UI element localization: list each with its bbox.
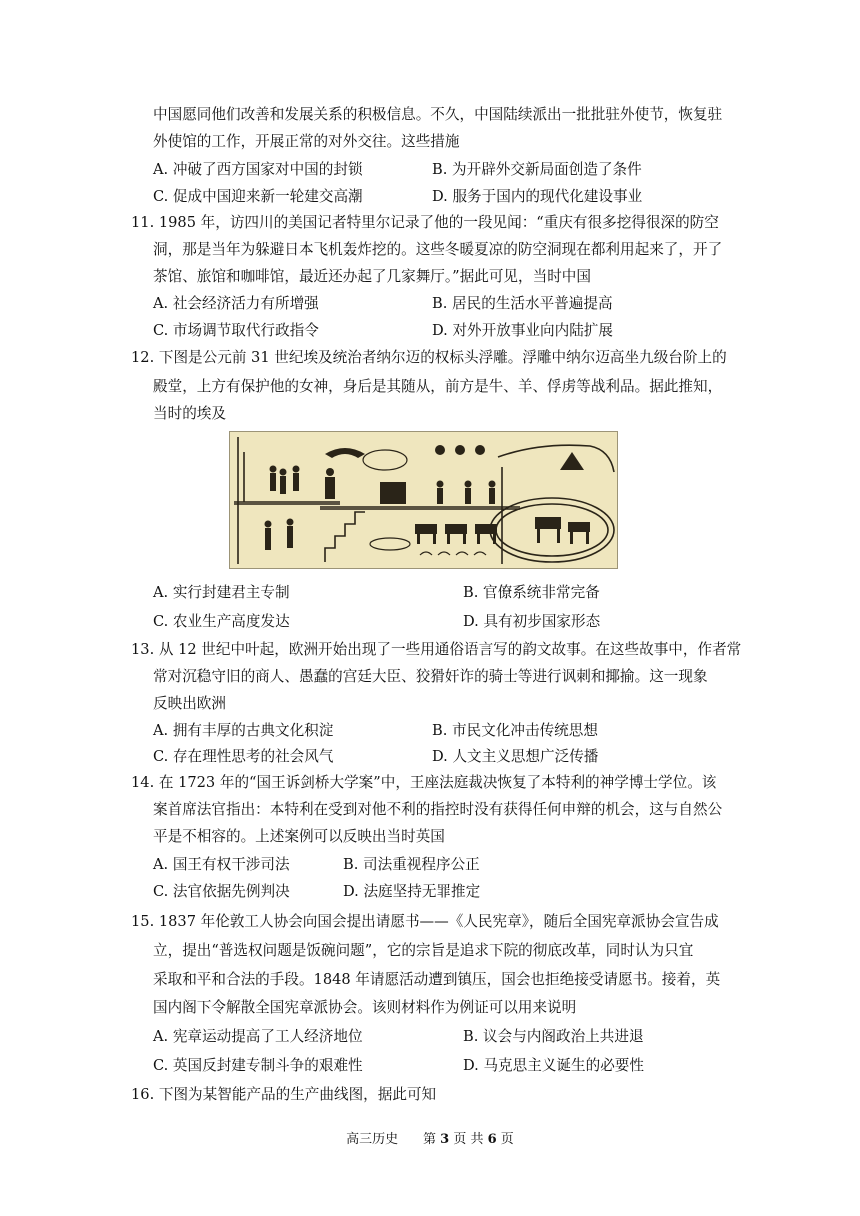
option-b: B. 司法重视程序公正 [343, 856, 480, 873]
question-11: 11. 1985 年，访四川的美国记者特里尔记录了他的一段见闻：“重庆有很多挖得很深的防空 [131, 214, 719, 231]
text-line: 案首席法官指出：本特利在受到对他不利的指控时没有获得任何申辩的机会，这与自然公 [153, 801, 723, 818]
footer-page-mid: 页 共 [453, 1132, 484, 1147]
option-d: D. 法庭坚持无罪推定 [343, 883, 481, 900]
page-footer [0, 1128, 860, 1147]
question-15: 15. 1837 年伦敦工人协会向国会提出请愿书——《人民宪章》，随后全国宪章派协会宣告成 [131, 913, 719, 930]
text-line: 采取和平和合法的手段。1848 年请愿活动遭到镇压，国会也拒绝接受请愿书。接着，英 [153, 971, 721, 988]
option-d: D. 具有初步国家形态 [463, 613, 601, 630]
question-16: 16. 下图为某智能产品的生产曲线图，据此可知 [131, 1086, 437, 1103]
option-a: A. 社会经济活力有所增强 [153, 295, 319, 312]
option-c: C. 市场调节取代行政指令 [153, 322, 319, 339]
option-c: C. 英国反封建专制斗争的艰难性 [153, 1057, 363, 1074]
option-b: B. 市民文化冲击传统思想 [432, 722, 598, 739]
option-b: B. 居民的生活水平普遍提高 [432, 295, 613, 312]
footer-subject: 高三历史 [346, 1132, 399, 1147]
narmer-macehead-relief-image [229, 431, 618, 569]
text-line: 中国愿同他们改善和发展关系的积极信息。不久，中国陆续派出一批批驻外使节，恢复驻 [153, 106, 723, 123]
footer-page-total: 6 [487, 1132, 497, 1147]
footer-page-number: 3 [440, 1132, 450, 1147]
option-b: B. 官僚系统非常完备 [463, 584, 600, 601]
question-14: 14. 在 1723 年的“国王诉剑桥大学案”中，王座法庭裁决恢复了本特利的神学博士学位。该 [131, 774, 717, 791]
option-a: A. 宪章运动提高了工人经济地位 [153, 1028, 363, 1045]
option-a: A. 冲破了西方国家对中国的封锁 [153, 161, 363, 178]
text-line: 国内阁下令解散全国宪章派协会。该则材料作为例证可以用来说明 [153, 999, 577, 1016]
text-line: 茶馆、旅馆和咖啡馆，最近还办起了几家舞厅。”据此可见，当时中国 [153, 268, 591, 285]
option-a: A. 国王有权干涉司法 [153, 856, 290, 873]
option-b: B. 为开辟外交新局面创造了条件 [432, 161, 642, 178]
option-d: D. 人文主义思想广泛传播 [432, 748, 599, 765]
text-line: 反映出欧洲 [153, 695, 226, 712]
option-c: C. 促成中国迎来新一轮建交高潮 [153, 188, 363, 205]
question-12: 12. 下图是公元前 31 世纪埃及统治者纳尔迈的权标头浮雕。浮雕中纳尔迈高坐九级台阶上的 [131, 349, 727, 366]
option-a: A. 实行封建君主专制 [153, 584, 290, 601]
option-d: D. 马克思主义诞生的必要性 [463, 1057, 644, 1074]
option-c: C. 存在理性思考的社会风气 [153, 748, 334, 765]
relief-drawing [230, 432, 617, 568]
footer-page-prefix: 第 [422, 1132, 436, 1147]
text-line: 当时的埃及 [153, 405, 226, 422]
text-line: 外使馆的工作，开展正常的对外交往。这些措施 [153, 133, 460, 150]
question-13: 13. 从 12 世纪中叶起，欧洲开始出现了一些用通俗语言写的韵文故事。在这些故事中，作者常 [131, 641, 742, 658]
text-line: 平是不相容的。上述案例可以反映出当时英国 [153, 828, 445, 845]
text-line: 殿堂，上方有保护他的女神，身后是其随从，前方是牛、羊、俘虏等战利品。据此推知， [153, 378, 723, 395]
option-c: C. 农业生产高度发达 [153, 613, 290, 630]
option-d: D. 对外开放事业向内陆扩展 [432, 322, 613, 339]
footer-page-suffix: 页 [500, 1132, 514, 1147]
option-d: D. 服务于国内的现代化建设事业 [432, 188, 643, 205]
option-a: A. 拥有丰厚的古典文化积淀 [153, 722, 334, 739]
text-line: 洞，那是当年为躲避日本飞机轰炸挖的。这些冬暖夏凉的防空洞现在都利用起来了，开了 [153, 241, 723, 258]
text-line: 常对沉稳守旧的商人、愚蠢的宫廷大臣、狡猾奸诈的骑士等进行讽刺和揶揄。这一现象 [153, 668, 708, 685]
option-b: B. 议会与内阁政治上共进退 [463, 1028, 644, 1045]
text-line: 立，提出“普选权问题是饭碗问题”，它的宗旨是追求下院的彻底改革，同时认为只宜 [153, 942, 694, 959]
option-c: C. 法官依据先例判决 [153, 883, 290, 900]
